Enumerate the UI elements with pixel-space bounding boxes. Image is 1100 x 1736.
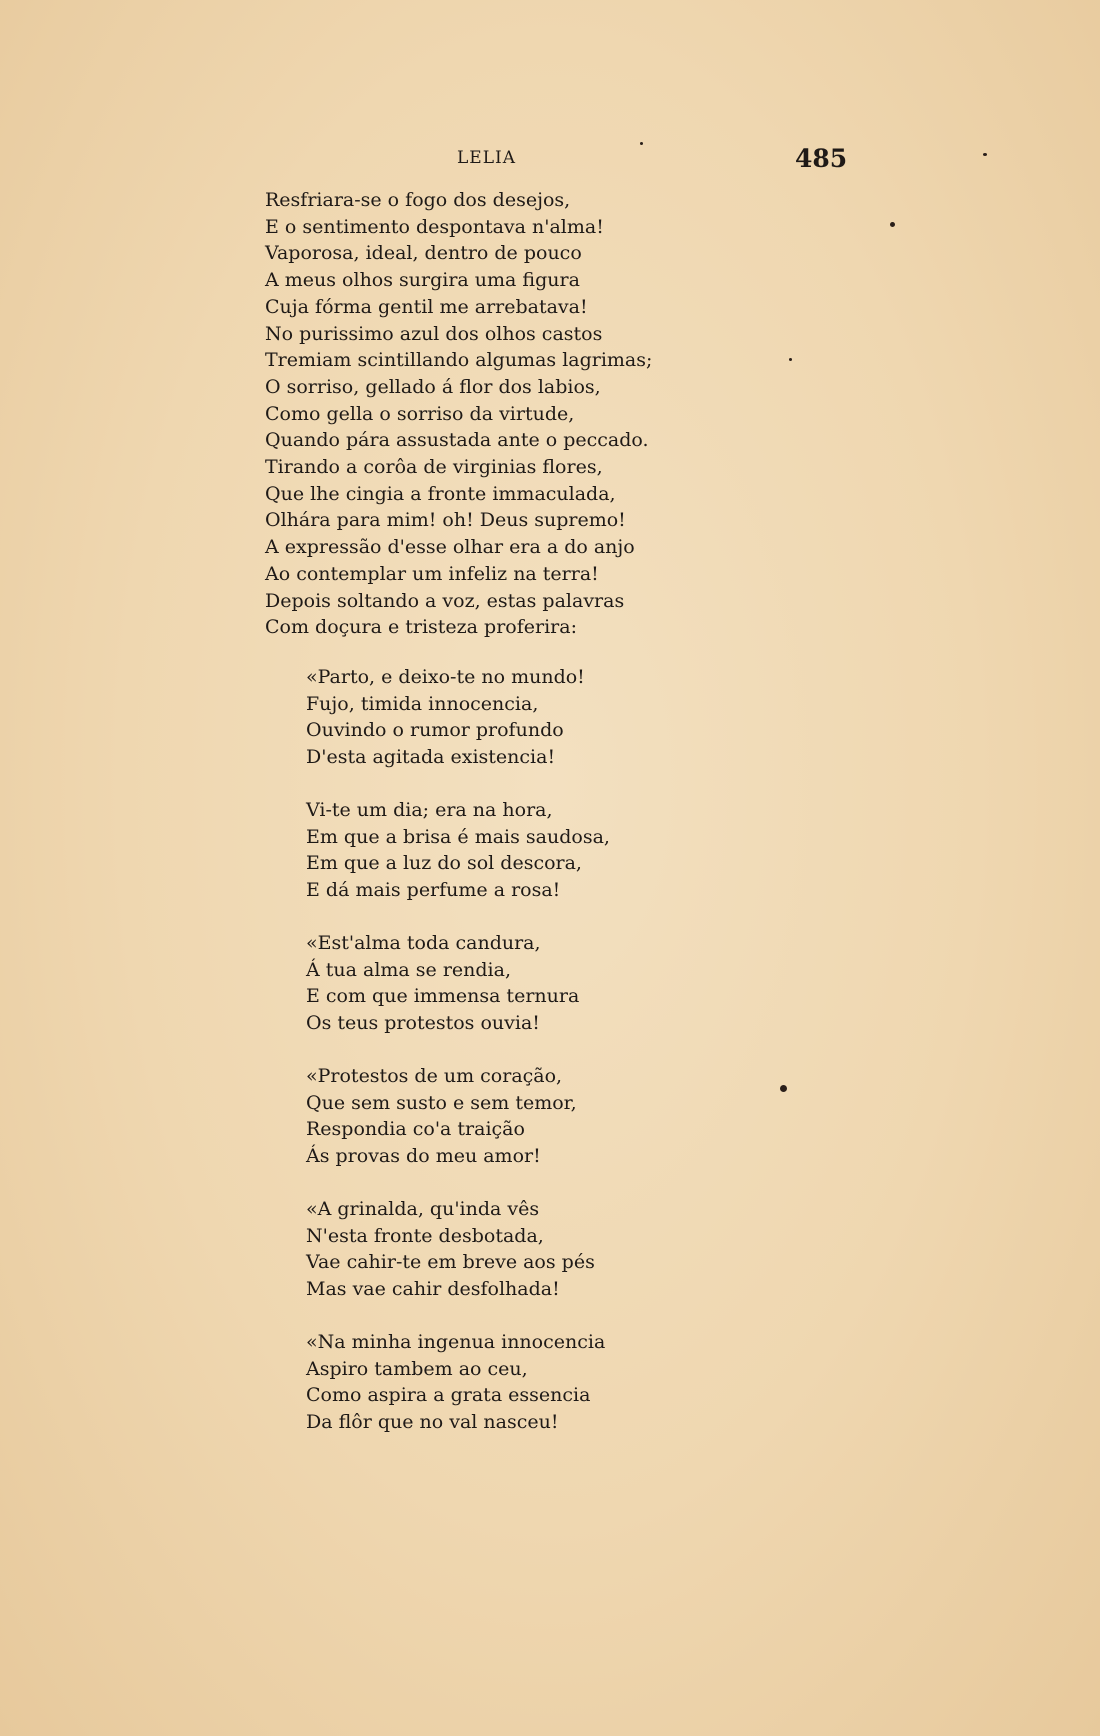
verse-line: Olhára para mim! oh! Deus supremo! xyxy=(265,509,626,532)
verse-line: Resfriara-se o fogo dos desejos, xyxy=(265,189,571,211)
stanza-5 xyxy=(306,1196,626,1302)
verse-line: Fujo, timida innocencia, xyxy=(306,692,539,715)
verse-line: Vae cahir-te em breve aos pés xyxy=(306,1251,595,1273)
verse-line: Tremiam scintillando algumas lagrimas; xyxy=(265,349,653,372)
verse-line: No purissimo azul dos olhos castos xyxy=(265,322,603,345)
verse-line: Ás provas do meu amor! xyxy=(306,1144,541,1167)
verse-line: Cuja fórma gentil me arrebatava! xyxy=(265,295,588,318)
verse-line: Ouvindo o rumor profundo xyxy=(306,719,564,741)
verse-line: D'esta agitada existencia! xyxy=(306,745,556,768)
verse-line: Em que a luz do sol descora, xyxy=(306,852,582,874)
verse-line: Mas vae cahir desfolhada! xyxy=(306,1277,560,1300)
ink-speck xyxy=(890,222,895,227)
verse-line: Vi-te um dia; era na hora, xyxy=(306,799,553,821)
verse-line: Ao contemplar um infeliz na terra! xyxy=(265,562,599,585)
verse-line: Respondia co'a traição xyxy=(306,1118,525,1140)
running-title: LELIA xyxy=(457,148,516,168)
stanza-2 xyxy=(306,797,626,903)
verse-line: E dá mais perfume a rosa! xyxy=(306,878,561,901)
verse-line: Quando pára assustada ante o peccado. xyxy=(265,429,649,452)
verse-line: A expressão d'esse olhar era a do anjo xyxy=(265,536,635,559)
verse-line: Da flôr que no val nasceu! xyxy=(306,1410,559,1433)
verse-line: O sorriso, gellado á flor dos labios, xyxy=(265,375,601,398)
verse-line: Os teus protestos ouvia! xyxy=(306,1011,540,1034)
page-number: 485 xyxy=(795,144,848,173)
verse-line: Depois soltando a voz, estas palavras xyxy=(265,589,625,612)
verse-line: E com que immensa ternura xyxy=(306,985,580,1007)
verse-line: Tirando a corôa de virginias flores, xyxy=(265,456,603,479)
verse-line: «Parto, e deixo-te no mundo! xyxy=(306,666,585,688)
verse-line: «Est'alma toda candura, xyxy=(306,932,541,954)
stanza-1 xyxy=(306,664,626,770)
verse-line: Á tua alma se rendia, xyxy=(306,958,511,981)
verse-line: Que lhe cingia a fronte immaculada, xyxy=(265,482,616,505)
verse-line: «Na minha ingenua innocencia xyxy=(306,1331,606,1353)
verse-line: Aspiro tambem ao ceu, xyxy=(306,1357,528,1380)
ink-speck xyxy=(789,358,792,361)
verse-line: «A grinalda, qu'inda vês xyxy=(306,1198,540,1220)
verse-line: A meus olhos surgira uma figura xyxy=(265,269,580,292)
verse-line: E o sentimento despontava n'alma! xyxy=(265,215,604,238)
ink-speck xyxy=(640,142,643,145)
verse-line: Vaporosa, ideal, dentro de pouco xyxy=(265,242,582,265)
opening-verse xyxy=(265,187,685,641)
stanza-6 xyxy=(306,1329,626,1435)
verse-line: «Protestos de um coração, xyxy=(306,1065,563,1087)
verse-line: Em que a brisa é mais saudosa, xyxy=(306,825,610,848)
quatrain-stanzas xyxy=(306,664,626,1462)
verse-line: Com doçura e tristeza proferira: xyxy=(265,616,577,639)
ink-speck xyxy=(983,153,987,156)
verse-line: Como aspira a grata essencia xyxy=(306,1384,591,1406)
verse-line: N'esta fronte desbotada, xyxy=(306,1224,544,1247)
ink-speck xyxy=(780,1085,787,1092)
verse-line: Como gella o sorriso da virtude, xyxy=(265,402,575,425)
verse-line: Que sem susto e sem temor, xyxy=(306,1091,577,1114)
stanza-4 xyxy=(306,1063,626,1169)
stanza-3 xyxy=(306,930,626,1036)
